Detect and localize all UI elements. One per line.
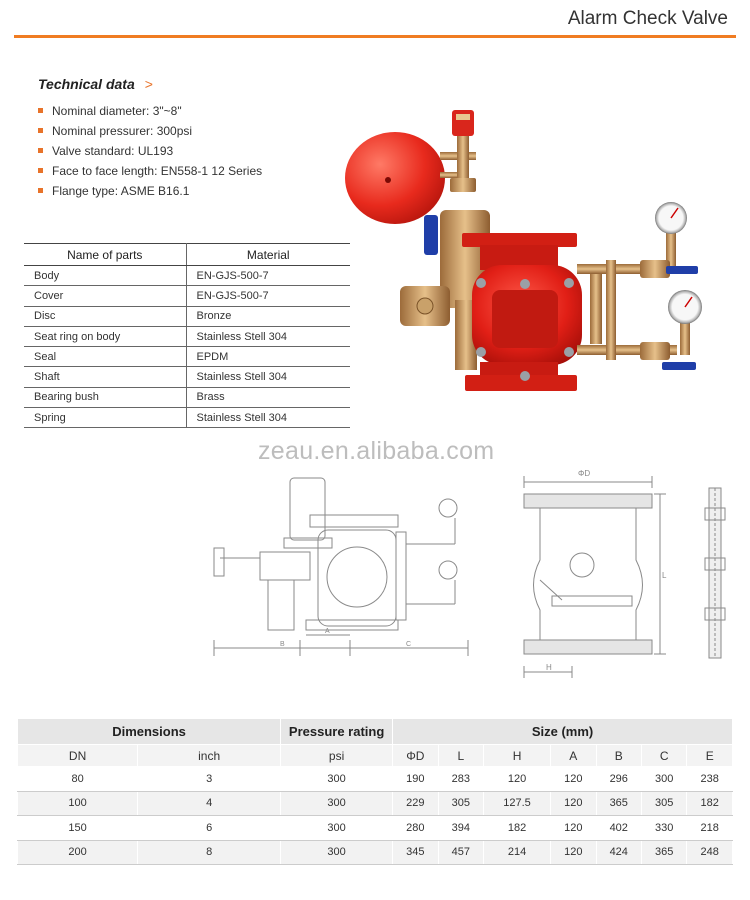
- part-name: Bearing bush: [24, 387, 186, 407]
- parts-header-material: Material: [186, 244, 350, 266]
- cell-d: 190: [393, 767, 438, 792]
- cell-d: 280: [393, 816, 438, 841]
- dim-label-a: A: [325, 628, 330, 635]
- table-row: [24, 408, 350, 428]
- cell-a: 120: [551, 816, 596, 841]
- cell-b: 365: [596, 791, 641, 816]
- watermark: zeau.en.alibaba.com: [258, 437, 495, 465]
- dim-label-d: ΦD: [578, 469, 591, 478]
- valve-profile-drawing: [695, 478, 735, 663]
- spec-item-text: Flange type: ASME B16.1: [52, 184, 190, 198]
- cell-d: 229: [393, 791, 438, 816]
- spec-item-text: Valve standard: UL193: [52, 144, 174, 158]
- cell-e: 238: [687, 767, 733, 792]
- spec-item: [38, 101, 262, 121]
- cell-c: 300: [641, 767, 686, 792]
- cell-inch: 3: [138, 767, 281, 792]
- cell-psi: 300: [281, 840, 393, 865]
- part-material: EN-GJS-500-7: [186, 286, 350, 306]
- table-row: [24, 306, 350, 326]
- cell-a: 120: [551, 840, 596, 865]
- header-size-mm: Size (mm): [393, 719, 733, 745]
- spec-item: [38, 121, 262, 141]
- spec-item: [38, 181, 262, 201]
- spec-item-text: Nominal pressurer: 300psi: [52, 124, 193, 138]
- cell-a: 120: [551, 767, 596, 792]
- dim-label-c: C: [406, 641, 412, 648]
- part-material: EPDM: [186, 347, 350, 367]
- cell-h: 182: [484, 816, 551, 841]
- cell-c: 305: [641, 791, 686, 816]
- cell-b: 424: [596, 840, 641, 865]
- cell-psi: 300: [281, 767, 393, 792]
- part-material: EN-GJS-500-7: [186, 266, 350, 286]
- parts-table: [24, 243, 350, 428]
- table-row: [24, 266, 350, 286]
- page-title: Alarm Check Valve: [567, 8, 728, 29]
- table-row: [24, 387, 350, 407]
- parts-header-name: Name of parts: [24, 244, 186, 266]
- alarm-check-valve-photo: [340, 100, 750, 430]
- technical-data-heading-text: Technical data: [38, 76, 135, 92]
- subheader-c: C: [641, 745, 686, 767]
- dim-label-l: L: [662, 571, 667, 580]
- cell-h: 127.5: [484, 791, 551, 816]
- subheader-l: L: [438, 745, 483, 767]
- cell-d: 345: [393, 840, 438, 865]
- cell-a: 120: [551, 791, 596, 816]
- spec-item-text: Nominal diameter: 3"~8": [52, 104, 182, 118]
- spec-list: [38, 101, 262, 201]
- part-name: Seat ring on body: [24, 326, 186, 346]
- cell-l: 283: [438, 767, 483, 792]
- bullet-icon: [38, 108, 43, 113]
- dimensions-group-header: [18, 719, 733, 745]
- valve-trim-drawing: [210, 470, 472, 665]
- bullet-icon: [38, 148, 43, 153]
- cell-b: 296: [596, 767, 641, 792]
- part-material: Bronze: [186, 306, 350, 326]
- part-name: Shaft: [24, 367, 186, 387]
- cell-psi: 300: [281, 791, 393, 816]
- cell-dn: 100: [18, 791, 138, 816]
- table-row: [24, 286, 350, 306]
- dimensions-table: [17, 718, 733, 865]
- cell-e: 218: [687, 816, 733, 841]
- part-name: Seal: [24, 347, 186, 367]
- cell-inch: 6: [138, 816, 281, 841]
- cell-dn: 80: [18, 767, 138, 792]
- cell-l: 305: [438, 791, 483, 816]
- part-name: Spring: [24, 408, 186, 428]
- table-row: [18, 816, 733, 841]
- part-material: Stainless Stell 304: [186, 326, 350, 346]
- cell-inch: 8: [138, 840, 281, 865]
- spec-item-text: Face to face length: EN558-1 12 Series: [52, 164, 263, 178]
- part-name: Disc: [24, 306, 186, 326]
- bullet-icon: [38, 168, 43, 173]
- table-row: [18, 767, 733, 792]
- cell-h: 214: [484, 840, 551, 865]
- part-material: Stainless Stell 304: [186, 408, 350, 428]
- subheader-inch: inch: [138, 745, 281, 767]
- table-row: [24, 347, 350, 367]
- subheader-psi: psi: [281, 745, 393, 767]
- table-row: [24, 367, 350, 387]
- subheader-dn: DN: [18, 745, 138, 767]
- parts-table-header: [24, 244, 350, 266]
- subheader-d: ΦD: [393, 745, 438, 767]
- cell-inch: 4: [138, 791, 281, 816]
- header-dimensions: Dimensions: [18, 719, 281, 745]
- dim-label-h: H: [546, 663, 552, 672]
- part-material: Stainless Stell 304: [186, 367, 350, 387]
- cell-c: 330: [641, 816, 686, 841]
- spec-item: [38, 161, 262, 181]
- cell-e: 248: [687, 840, 733, 865]
- subheader-e: E: [687, 745, 733, 767]
- subheader-a: A: [551, 745, 596, 767]
- dim-label-b: B: [280, 641, 285, 648]
- valve-section-drawing: [512, 460, 672, 682]
- spec-item: [38, 141, 262, 161]
- cell-h: 120: [484, 767, 551, 792]
- alarm-bell: [345, 132, 445, 224]
- subheader-h: H: [484, 745, 551, 767]
- cell-l: 457: [438, 840, 483, 865]
- part-material: Brass: [186, 387, 350, 407]
- cell-c: 365: [641, 840, 686, 865]
- table-row: [18, 791, 733, 816]
- subheader-b: B: [596, 745, 641, 767]
- cell-e: 182: [687, 791, 733, 816]
- part-name: Cover: [24, 286, 186, 306]
- bullet-icon: [38, 128, 43, 133]
- bullet-icon: [38, 188, 43, 193]
- chevron-right-icon: >: [144, 76, 153, 92]
- cell-dn: 200: [18, 840, 138, 865]
- part-name: Body: [24, 266, 186, 286]
- cell-l: 394: [438, 816, 483, 841]
- technical-data-heading: [38, 76, 153, 92]
- cell-b: 402: [596, 816, 641, 841]
- table-row: [24, 326, 350, 346]
- table-row: [18, 840, 733, 865]
- title-rule: [14, 35, 736, 38]
- cell-dn: 150: [18, 816, 138, 841]
- cell-psi: 300: [281, 816, 393, 841]
- dimensions-sub-header: [18, 745, 733, 767]
- header-pressure-rating: Pressure rating: [281, 719, 393, 745]
